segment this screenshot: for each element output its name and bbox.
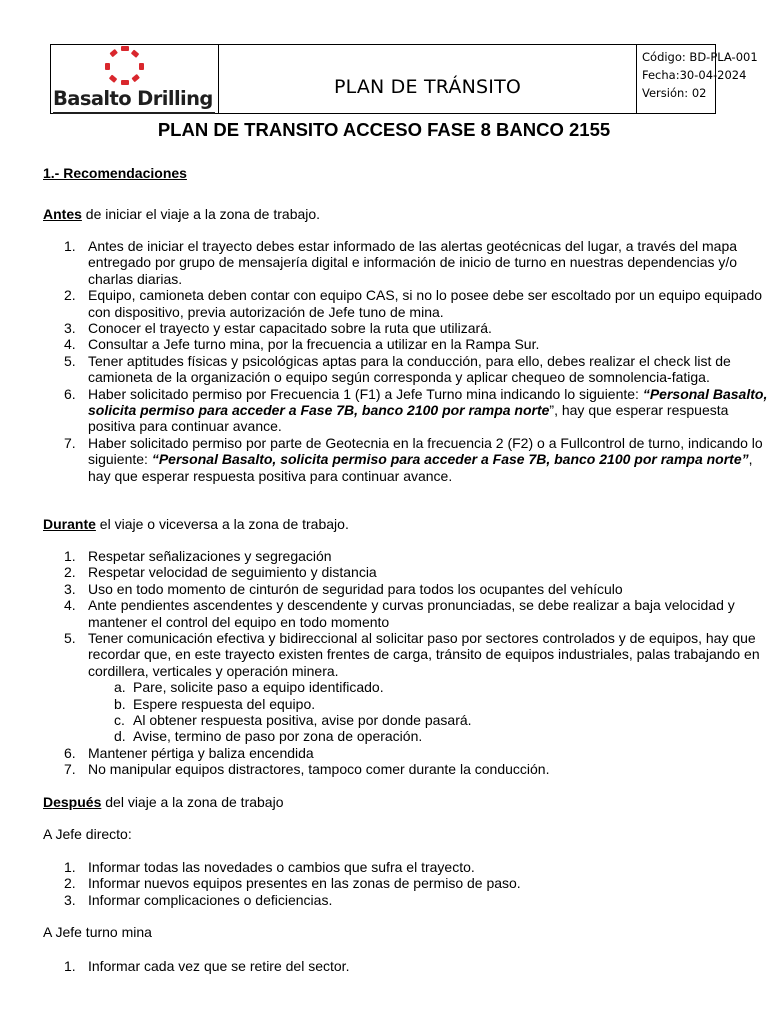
- basalto-drilling-logo-icon: [101, 45, 147, 87]
- durante-sublist: [88, 679, 768, 745]
- header-meta-cell: [637, 45, 758, 113]
- document-version: Versión: 02: [642, 86, 707, 100]
- list-item: 7. No manipular equipos distractores, tampoco comer durante la conducción.: [64, 761, 550, 778]
- antes-list: [43, 238, 768, 484]
- list-item: 5. Tener comunicación efectiva y bidireccional al solicitar paso por sectores controlados y de equipos, hay que recordar que, en este trayecto existen frentes de carga, tránsito de equipos industriales, palas trabajando en cordillera, verticales y operación minera. a. Pare, solicite paso a equipo identificado. b. Espere respuesta del equipo. c. Al obtener respuesta positiva, avise por donde pasará. d. Avise, termino de paso por zona de operación.: [88, 630, 768, 745]
- list-item: 1. Respetar señalizaciones y segregación: [64, 548, 332, 564]
- list-item: 2. Informar nuevos equipos presentes en las zonas de permiso de paso.: [64, 875, 521, 892]
- main-title: PLAN DE TRANSITO ACCESO FASE 8 BANCO 2155: [157, 119, 611, 140]
- list-item: 2. Equipo, camioneta deben contar con equipo CAS, si no lo posee debe ser escoltado por un equipo equipado con dispositivo, previa autorización de Jefe tuno de mina.: [64, 287, 763, 320]
- list-item: 1. Informar todas las novedades o cambios que sufra el trayecto.: [64, 859, 475, 875]
- jefe-directo-list: [43, 859, 768, 908]
- logo-cell: [51, 45, 219, 113]
- list-item: 5. Tener aptitudes físicas y psicológicas aptas para la conducción, para ello, debes realizar el check list de camioneta de la organización o equipo según corresponda y aplicar chequeo de somnolencia-fatiga.: [64, 352, 731, 386]
- list-item: 6. Mantener pértiga y baliza encendida: [64, 744, 314, 761]
- jefe-directo-label: A Jefe directo:: [43, 826, 132, 842]
- antes-heading: Antes de iniciar el viaje a la zona de trabajo.: [43, 206, 321, 222]
- durante-heading: Durante el viaje o viceversa a la zona de trabajo.: [43, 516, 349, 532]
- logo-wordmark: Basalto Drilling: [53, 87, 213, 110]
- durante-list: [43, 548, 768, 778]
- list-item: 2. Respetar velocidad de seguimiento y distancia: [64, 564, 377, 581]
- sub-list-item: d. Avise, termino de paso por zona de operación.: [114, 728, 423, 745]
- sub-list-item: c. Al obtener respuesta positiva, avise por donde pasará.: [114, 712, 472, 729]
- sub-list-item: b. Espere respuesta del equipo.: [114, 695, 316, 712]
- list-item: 1. Informar cada vez que se retire del sector.: [64, 958, 350, 974]
- list-item: 1. Antes de iniciar el trayecto debes estar informado de las alertas geotécnicas del lugar, a través del mapa entregado por grupo de mensajería digital e información de inicio de turno en nuestras dependencias y/o charlas diarias.: [64, 238, 738, 287]
- header-title-cell: [219, 45, 637, 113]
- list-item: 6. Haber solicitado permiso por Frecuencia 1 (F1) a Jefe Turno mina indicando lo siguiente: “Personal Basalto, solicita permiso para acceder a Fase 7B, banco 2100 por rampa norte”, hay que esperar respuesta positiva para continuar avance.: [64, 385, 768, 435]
- list-item: 3. Conocer el trayecto y estar capacitado sobre la ruta que utilizará.: [64, 320, 492, 337]
- list-item: 4. Ante pendientes ascendentes y descendente y curvas pronunciadas, se debe realizar a baja velocidad y mantener el control del equipo en todo momento: [64, 597, 735, 630]
- header-title: PLAN DE TRÁNSITO: [333, 76, 522, 98]
- sub-list-item: a. Pare, solicite paso a equipo identificado.: [114, 679, 384, 696]
- list-item: 3. Informar complicaciones o deficiencias.: [64, 891, 333, 908]
- document-header: [50, 44, 758, 114]
- list-item: 3. Uso en todo momento de cinturón de seguridad para todos los ocupantes del vehículo: [64, 580, 623, 597]
- document-date: Fecha:30-04-2024: [642, 68, 747, 82]
- list-item: 7. Haber solicitado permiso por parte de Geotecnia en la frecuencia 2 (F2) o a Fullcontrol de turno, indicando lo siguiente: “Personal Basalto, solicita permiso para acceder a Fase 7B, banco 2100 por rampa norte”, hay que esperar respuesta positiva para continuar avance.: [64, 434, 763, 484]
- document-code: Código: BD-PLA-001: [642, 50, 758, 64]
- section-title: 1.- Recomendaciones: [43, 165, 187, 181]
- jefe-turno-label: A Jefe turno mina: [43, 924, 152, 940]
- despues-heading: Después del viaje a la zona de trabajo: [43, 794, 284, 810]
- list-item: 4. Consultar a Jefe turno mina, por la frecuencia a utilizar en la Rampa Sur.: [64, 336, 540, 353]
- jefe-turno-list: [43, 958, 768, 974]
